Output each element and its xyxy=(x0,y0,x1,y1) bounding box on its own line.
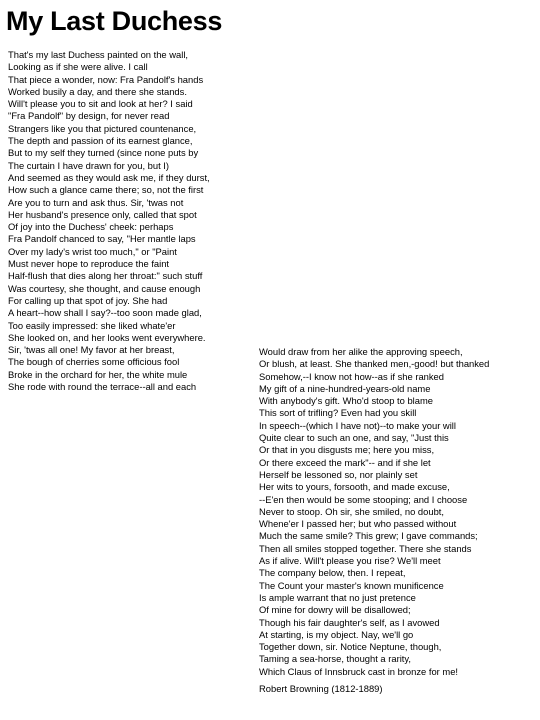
poem-line: Together down, sir. Notice Neptune, though, xyxy=(259,641,442,653)
poem-line: That piece a wonder, now: Fra Pandolf's hands xyxy=(8,73,204,85)
poem-line: Though his fair daughter's self, as I avowed xyxy=(259,616,440,628)
poem-line: Would draw from her alike the approving speech, xyxy=(259,346,463,357)
poem-title: My Last Duchess xyxy=(6,6,223,36)
poem-line: Taming a sea-horse, thought a rarity, xyxy=(259,653,411,665)
poem-line: Worked busily a day, and there she stands. xyxy=(8,85,187,97)
poem-line: Herself be lessoned so, nor plainly set xyxy=(259,468,418,480)
poem-line: "Fra Pandolf" by design, for never read xyxy=(8,110,170,122)
poem-line: The Count your master's known munificence xyxy=(259,579,444,591)
poem-line: Or that in you disgusts me; here you miss, xyxy=(259,444,435,456)
poem-line: The company below, then. I repeat, xyxy=(259,567,406,579)
author-signature: Robert Browning (1812-1889) xyxy=(259,683,383,694)
poem-line: She rode with round the terrace--all and each xyxy=(8,381,197,393)
poem-line: She looked on, and her looks went everywhere. xyxy=(8,331,206,343)
poem-line: Is ample warrant that no just pretence xyxy=(259,591,416,603)
poem-line: Sir, 'twas all one! My favor at her breast, xyxy=(8,344,175,356)
poem-line: Whene'er I passed her; but who passed without xyxy=(259,518,457,530)
poem-line: Over my lady's wrist too much," or "Paint xyxy=(8,245,177,257)
poem-line: How such a glance came there; so, not the first xyxy=(8,184,204,196)
poem-line: Quite clear to such an one, and say, "Just this xyxy=(259,432,449,444)
poem-line: --E'en then would be some stooping; and I choose xyxy=(259,493,468,505)
poem-line: The curtain I have drawn for you, but I) xyxy=(8,159,170,171)
poem-line: Strangers like you that pictured countenance, xyxy=(8,122,197,134)
poem-line: In speech--(which I have not)--to make your will xyxy=(259,419,456,431)
poem-line: Of joy into the Duchess' cheek: perhaps xyxy=(8,221,174,233)
poem-line: Fra Pandolf chanced to say, "Her mantle laps xyxy=(8,233,196,245)
poem-line: Her wits to yours, forsooth, and made excuse, xyxy=(259,481,450,493)
poem-line: Much the same smile? This grew; I gave commands; xyxy=(259,530,478,542)
poem-line: And seemed as they would ask me, if they durst, xyxy=(8,171,210,183)
poem-line: Must never hope to reproduce the faint xyxy=(8,258,170,270)
poem-line: Are you to turn and ask thus. Sir, 'twas not xyxy=(8,196,184,208)
poem-line: With anybody's gift. Who'd stoop to blame xyxy=(259,395,433,407)
poem-line: That's my last Duchess painted on the wall, xyxy=(8,49,189,60)
poem-line: Somehow,--I know not how--as if she ranked xyxy=(259,370,444,382)
poem-line: Was courtesy, she thought, and cause enough xyxy=(8,282,201,294)
poem-line: Half-flush that dies along her throat:" such stuff xyxy=(8,270,203,282)
poem-line: Which Claus of Innsbruck cast in bronze for me! xyxy=(259,665,459,677)
poem-line: Or there exceed the mark"-- and if she let xyxy=(259,456,431,468)
poem-line: My gift of a nine-hundred-years-old name xyxy=(259,382,431,394)
poem-line: Too easily impressed: she liked whate'er xyxy=(8,319,176,331)
poem-column-left xyxy=(8,49,270,393)
poem-line: Then all smiles stopped together. There she stands xyxy=(259,542,472,554)
poem-line: Never to stoop. Oh sir, she smiled, no doubt, xyxy=(259,505,444,517)
poem-line: A heart--how shall I say?--too soon made glad, xyxy=(8,307,202,319)
poem-line: Will't please you to sit and look at her? I said xyxy=(8,98,193,110)
poem-column-right xyxy=(259,346,534,678)
poem-line: The bough of cherries some officious fool xyxy=(8,356,180,368)
poem-line: The depth and passion of its earnest glance, xyxy=(8,135,193,147)
poem-line: As if alive. Will't please you rise? We'll meet xyxy=(259,555,441,567)
poem-line: Or blush, at least. She thanked men,-good! but thanked xyxy=(259,358,490,370)
poem-line: Her husband's presence only, called that spot xyxy=(8,208,197,220)
poem-line: Of mine for dowry will be disallowed; xyxy=(259,604,411,616)
poem-line: Looking as if she were alive. I call xyxy=(8,61,148,73)
poem-line: At starting, is my object. Nay, we'll go xyxy=(259,628,414,640)
poem-line: For calling up that spot of joy. She had xyxy=(8,294,168,306)
poem-line: This sort of trifling? Even had you skill xyxy=(259,407,417,419)
poem-line: Broke in the orchard for her, the white mule xyxy=(8,368,188,380)
poem-line: But to my self they turned (since none puts by xyxy=(8,147,199,159)
